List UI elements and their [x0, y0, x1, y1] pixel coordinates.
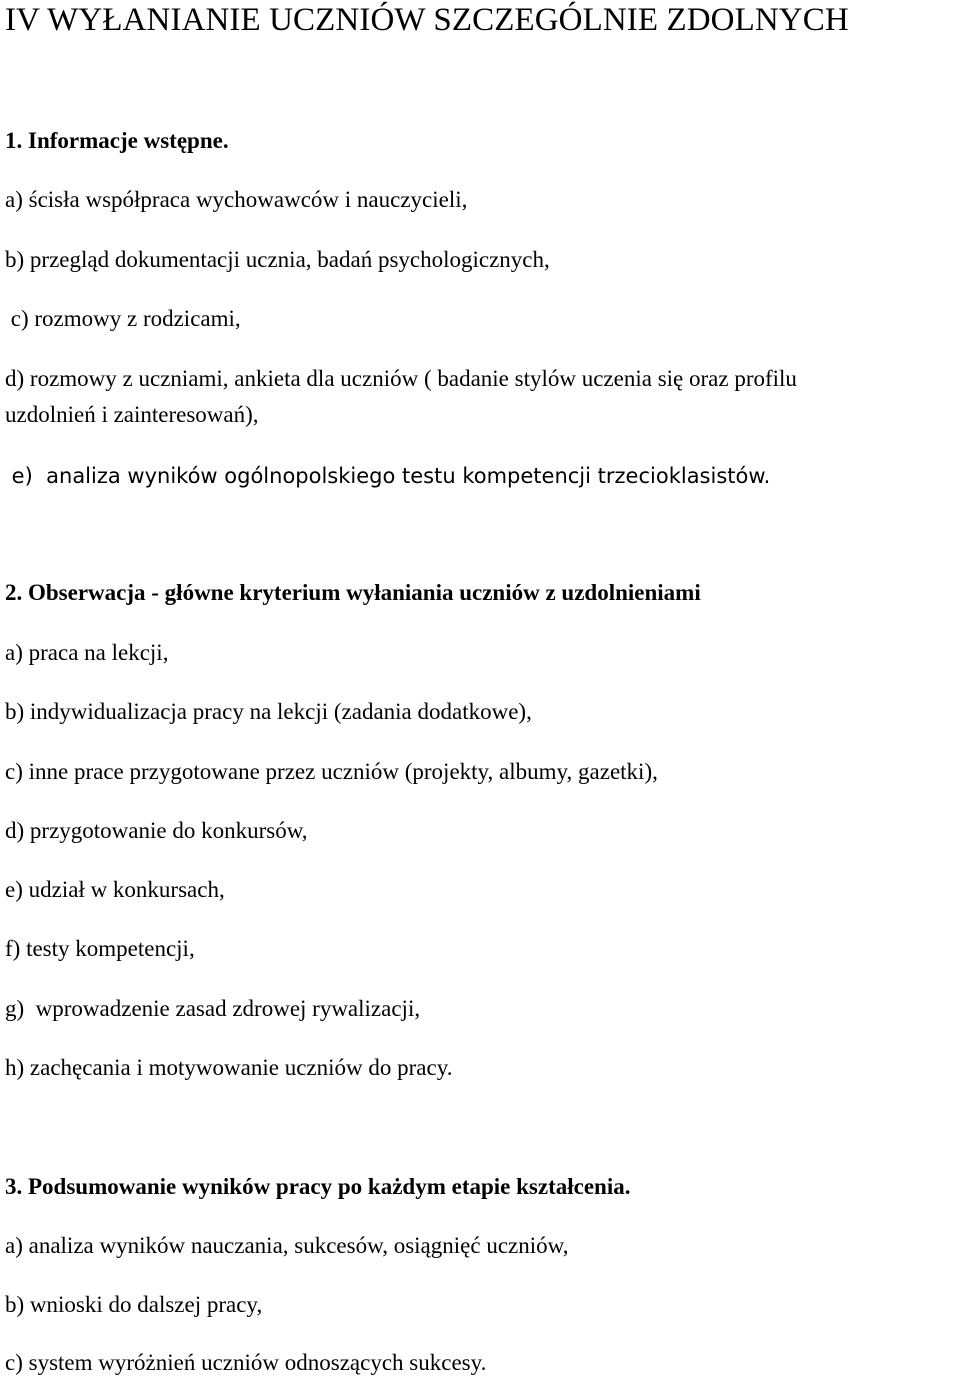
section-1-item-d: d) rozmowy z uczniami, ankieta dla uczniów ( badanie stylów uczenia się oraz profilu — [5, 366, 797, 391]
section-1-item-a: a) ścisła współpraca wychowawców i nauczycieli, — [5, 187, 468, 212]
section-2-item-b: b) indywidualizacja pracy na lekcji (zadania dodatkowe), — [5, 699, 532, 724]
section-2-item-c: c) inne prace przygotowane przez uczniów (projekty, albumy, gazetki), — [5, 759, 658, 784]
section-3-item-c: c) system wyróżnień uczniów odnoszących sukcesy. — [5, 1350, 487, 1375]
section-1-heading: 1. Informacje wstępne. — [5, 128, 229, 153]
section-2-item-e: e) udział w konkursach, — [5, 877, 225, 902]
section-2-item-f: f) testy kompetencji, — [5, 936, 195, 961]
section-1-item-c: c) rozmowy z rodzicami, — [5, 306, 241, 331]
section-2-item-g: g) wprowadzenie zasad zdrowej rywalizacji, — [5, 996, 421, 1021]
section-2-item-d: d) przygotowanie do konkursów, — [5, 818, 308, 843]
section-3-heading: 3. Podsumowanie wyników pracy po każdym etapie kształcenia. — [5, 1174, 631, 1199]
document-title: IV WYŁANIANIE UCZNIÓW SZCZEGÓLNIE ZDOLNYCH — [5, 2, 849, 38]
section-3-item-b: b) wnioski do dalszej pracy, — [5, 1292, 263, 1317]
section-2-item-h: h) zachęcania i motywowanie uczniów do pracy. — [5, 1055, 453, 1080]
section-2-item-a: a) praca na lekcji, — [5, 640, 169, 665]
section-2-heading: 2. Obserwacja - główne kryterium wyłaniania uczniów z uzdolnieniami — [5, 580, 701, 605]
section-1-item-e: e) analiza wyników ogólnopolskiego testu kompetencji trzecioklasistów. — [5, 464, 771, 488]
section-1-item-d-continued: uzdolnień i zainteresowań), — [5, 402, 259, 427]
section-1-item-b: b) przegląd dokumentacji ucznia, badań psychologicznych, — [5, 247, 550, 272]
section-3-item-a: a) analiza wyników nauczania, sukcesów, osiągnięć uczniów, — [5, 1233, 569, 1258]
